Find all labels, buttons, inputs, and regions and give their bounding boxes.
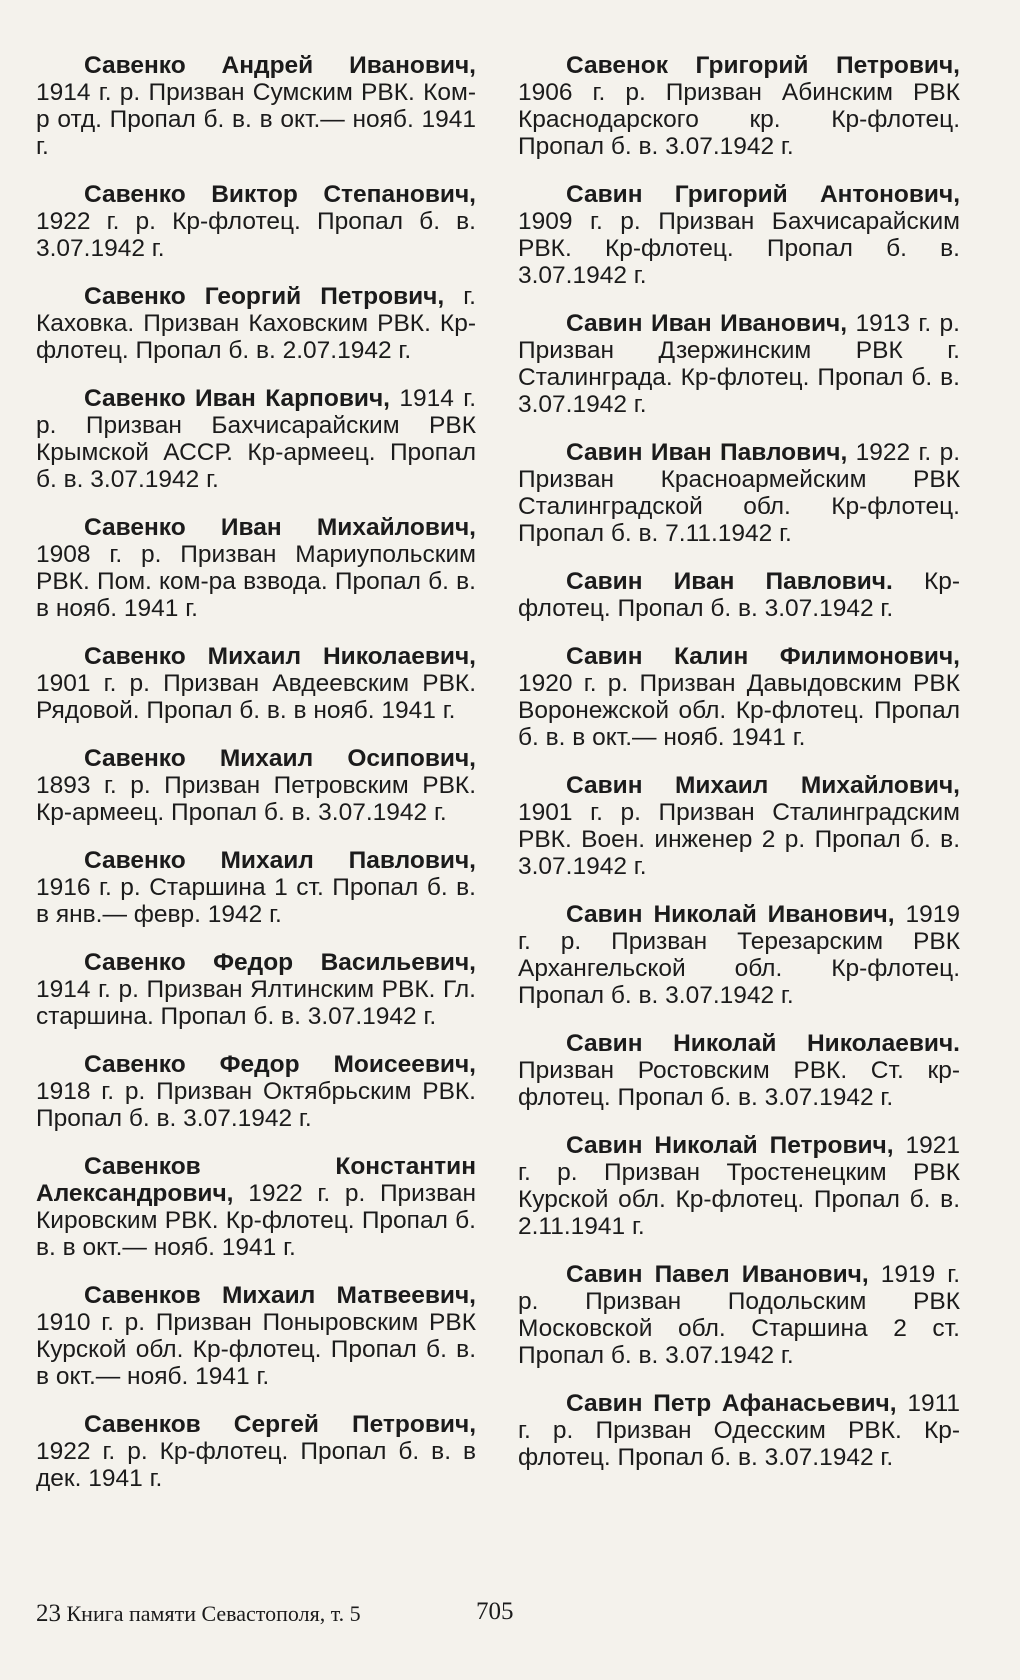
entry-name: Савин Григорий Антонович, bbox=[566, 181, 960, 208]
entry-text: 1922 г. р. Кр-флотец. Пропал б. в. в дек. 1941 г. bbox=[36, 1438, 476, 1492]
entry-name: Савенко Федор Васильевич, bbox=[84, 949, 476, 976]
entry bbox=[36, 1282, 476, 1390]
entry bbox=[518, 901, 960, 1009]
entry-name: Савин Иван Иванович, bbox=[566, 310, 848, 337]
entry-text: Призван Ростовским РВК. Ст. кр-флотец. Пропал б. в. 3.07.1942 г. bbox=[518, 1057, 960, 1111]
entry bbox=[36, 385, 476, 493]
entry-text: г. Каховка. Призван Каховским РВК. Кр-флотец. Пропал б. в. 2.07.1942 г. bbox=[36, 283, 476, 364]
entry-text: 1901 г. р. Призван Авдеевским РВК. Рядовой. Пропал б. в. в нояб. 1941 г. bbox=[36, 670, 476, 724]
entry-name: Савин Михаил Михайлович, bbox=[566, 772, 960, 799]
signature-number: 23 bbox=[36, 1600, 61, 1627]
entry-text: 1919 г. р. Призван Подольским РВК Московской обл. Старшина 2 ст. Пропал б. в. 3.07.1942 г. bbox=[518, 1261, 961, 1369]
footer-book-info bbox=[36, 1600, 361, 1628]
entry-name: Савенко Георгий Петрович, bbox=[84, 283, 445, 310]
entry bbox=[36, 1153, 476, 1261]
entry-name: Савенко Михаил Осипович, bbox=[84, 745, 476, 772]
entry bbox=[518, 643, 960, 751]
entry bbox=[36, 847, 476, 928]
entry-text: 1910 г. р. Призван Поныровским РВК Курской обл. Кр-флотец. Пропал б. в. в окт.— нояб. 1941 г. bbox=[36, 1309, 476, 1390]
entry-text: 1914 г. р. Призван Бахчисарайским РВК Крымской АССР. Кр-армеец. Пропал б. в. 3.07.1942 г. bbox=[36, 385, 477, 493]
entry bbox=[518, 181, 960, 289]
entry-name: Савенко Иван Михайлович, bbox=[84, 514, 476, 541]
entry bbox=[518, 1390, 960, 1471]
entry bbox=[518, 310, 960, 418]
entry-text: 1911 г. р. Призван Одесским РВК. Кр-флотец. Пропал б. в. 3.07.1942 г. bbox=[518, 1390, 960, 1471]
entry-name: Савин Иван Павлович. bbox=[566, 568, 893, 595]
entry-text: 1919 г. р. Призван Терезарским РВК Архангельской обл. Кр-флотец. Пропал б. в. 3.07.1942 г. bbox=[518, 901, 960, 1009]
entry-name: Савин Николай Иванович, bbox=[566, 901, 895, 928]
entry-text: 1920 г. р. Призван Давыдовским РВК Воронежской обл. Кр-флотец. Пропал б. в. в окт.— нояб. 1941 г. bbox=[518, 670, 960, 751]
entry bbox=[36, 949, 476, 1030]
entry-name: Савенок Григорий Петрович, bbox=[566, 52, 960, 79]
entry-text: 1916 г. р. Старшина 1 ст. Пропал б. в. в янв.— февр. 1942 г. bbox=[36, 874, 476, 928]
entry bbox=[36, 745, 476, 826]
entry-name: Савин Петр Афанасьевич, bbox=[566, 1390, 897, 1417]
entry bbox=[518, 1030, 960, 1111]
entry bbox=[518, 439, 960, 547]
entry-text: 1906 г. р. Призван Абинским РВК Краснодарского кр. Кр-флотец. Пропал б. в. 3.07.1942 г. bbox=[518, 79, 960, 160]
entry bbox=[36, 52, 476, 160]
entry-name: Савенко Федор Моисеевич, bbox=[84, 1051, 476, 1078]
entry bbox=[518, 52, 960, 160]
entry bbox=[36, 643, 476, 724]
entry bbox=[36, 283, 476, 364]
entry-text: 1893 г. р. Призван Петровским РВК. Кр-армеец. Пропал б. в. 3.07.1942 г. bbox=[36, 772, 476, 826]
entry bbox=[518, 772, 960, 880]
page-number: 705 bbox=[476, 1598, 514, 1625]
entry bbox=[36, 514, 476, 622]
entry-name: Савенко Михаил Николаевич, bbox=[84, 643, 476, 670]
entry bbox=[518, 1261, 960, 1369]
entry-text: 1922 г. р. Призван Кировским РВК. Кр-флотец. Пропал б. в. в окт.— нояб. 1941 г. bbox=[36, 1180, 476, 1261]
entry-text: 1913 г. р. Призван Дзержинским РВК г. Сталинграда. Кр-флотец. Пропал б. в. 3.07.1942 г. bbox=[518, 310, 960, 418]
entry-name: Савин Калин Филимонович, bbox=[566, 643, 960, 670]
entry-text: 1918 г. р. Призван Октябрьским РВК. Пропал б. в. 3.07.1942 г. bbox=[36, 1078, 476, 1132]
entry-name: Савин Павел Иванович, bbox=[566, 1261, 869, 1288]
entry-name: Савенко Виктор Степанович, bbox=[84, 181, 476, 208]
entry bbox=[518, 1132, 960, 1240]
book-title: Книга памяти Севастополя, т. 5 bbox=[66, 1601, 361, 1626]
entry-text: 1908 г. р. Призван Мариупольским РВК. Пом. ком-ра взвода. Пропал б. в. в нояб. 1941 г. bbox=[36, 541, 476, 622]
left-column bbox=[36, 52, 476, 1513]
entry-name: Савенко Иван Карпович, bbox=[84, 385, 390, 412]
page-footer bbox=[36, 1600, 960, 1636]
entry-text: 1914 г. р. Призван Сумским РВК. Ком-р отд. Пропал б. в. в окт.— нояб. 1941 г. bbox=[36, 79, 476, 160]
entry-name: Савенко Михаил Павлович, bbox=[84, 847, 476, 874]
entry bbox=[518, 568, 960, 622]
right-column bbox=[518, 52, 960, 1492]
entry-text: 1901 г. р. Призван Сталинградским РВК. Воен. инженер 2 р. Пропал б. в. 3.07.1942 г. bbox=[518, 799, 960, 880]
entry bbox=[36, 1411, 476, 1492]
entry-text: 1909 г. р. Призван Бахчисарайским РВК. Кр-флотец. Пропал б. в. 3.07.1942 г. bbox=[518, 208, 960, 289]
entry bbox=[36, 1051, 476, 1132]
entry-name: Савенков Михаил Матвеевич, bbox=[84, 1282, 476, 1309]
entry-name: Савин Николай Петрович, bbox=[566, 1132, 894, 1159]
entry bbox=[36, 181, 476, 262]
entry-text: 1922 г. р. Призван Красноармейским РВК Сталинградской обл. Кр-флотец. Пропал б. в. 7.11.1942 г. bbox=[518, 439, 961, 547]
entry-name: Савенков Сергей Петрович, bbox=[84, 1411, 476, 1438]
entry-text: 1914 г. р. Призван Ялтинским РВК. Гл. старшина. Пропал б. в. 3.07.1942 г. bbox=[36, 976, 476, 1030]
entry-name: Савин Иван Павлович, bbox=[566, 439, 848, 466]
entry-text: Кр-флотец. Пропал б. в. 3.07.1942 г. bbox=[518, 568, 960, 622]
entry-name: Савенков Константин Александрович, bbox=[36, 1153, 476, 1207]
entry-name: Савин Николай Николаевич. bbox=[566, 1030, 960, 1057]
entry-text: 1921 г. р. Призван Тростенецким РВК Курской обл. Кр-флотец. Пропал б. в. 2.11.1941 г. bbox=[518, 1132, 960, 1240]
entry-name: Савенко Андрей Иванович, bbox=[84, 52, 476, 79]
entry-text: 1922 г. р. Кр-флотец. Пропал б. в. 3.07.1942 г. bbox=[36, 208, 476, 262]
